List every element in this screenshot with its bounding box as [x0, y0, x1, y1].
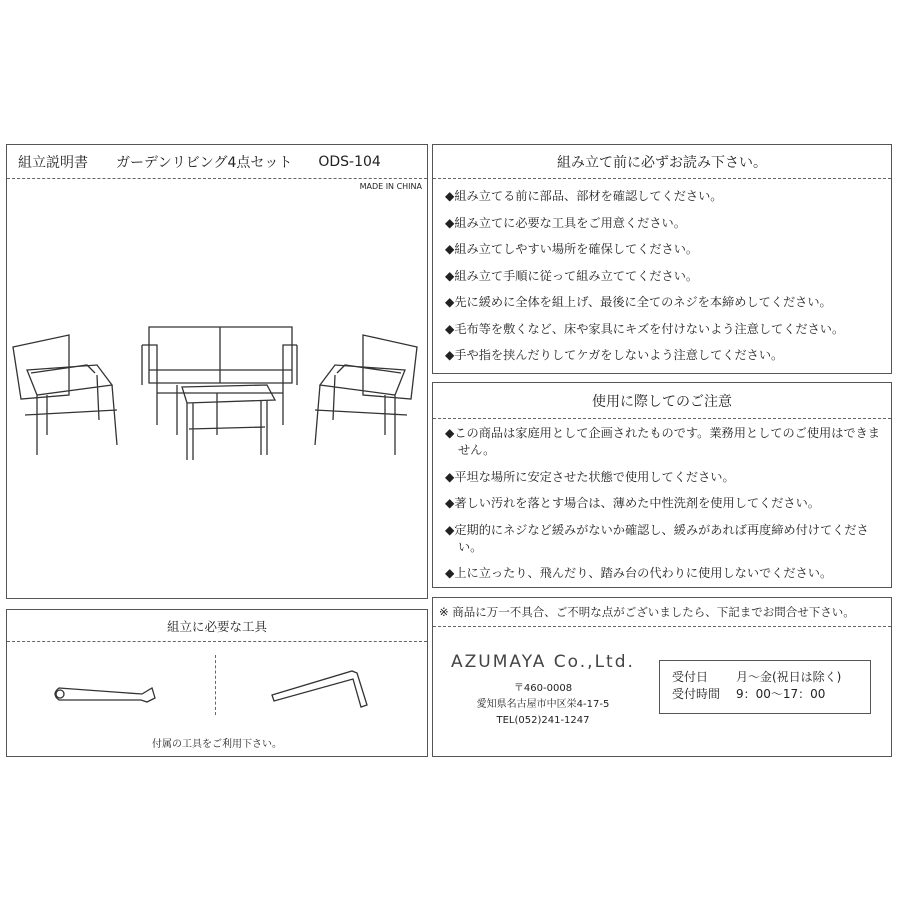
company-address — [433, 681, 653, 729]
hours-box — [659, 660, 871, 714]
hours-label: 受付時間 — [672, 687, 721, 701]
furniture-set-illustration — [7, 325, 427, 465]
tools-panel — [6, 609, 428, 757]
origin-label: MADE IN CHINA — [359, 182, 422, 191]
list-item: ◆先に緩めに全体を組上げ、最後に全てのネジを本締めしてください。 — [445, 295, 832, 309]
list-item: ◆上に立ったり、飛んだり、踏み台の代わりに使用しないでください。 — [445, 566, 833, 580]
hex-key-icon — [267, 665, 377, 715]
days-label: 受付日 — [672, 670, 709, 684]
postal-code: 〒460-0008 — [513, 683, 573, 694]
list-item: ◆著しい汚れを落とす場合は、薄めた中性洗剤を使用してください。 — [445, 496, 820, 510]
tools-divider — [215, 655, 216, 715]
list-item: ◆この商品は家庭用として企画されたものです。業務用としてのご使用はできません。 — [445, 426, 880, 457]
product-name: ガーデンリビング4点セット — [116, 154, 293, 171]
coffee-table — [182, 385, 275, 460]
contact-notice: ※ 商品に万一不具合、ご不明な点がございましたら、下記までお問合せ下さい。 — [433, 598, 891, 627]
product-header — [7, 145, 427, 179]
list-item: ◆組み立てしやすい場所を確保してください。 — [445, 242, 699, 256]
tools-title: 組立に必要な工具 — [7, 610, 427, 642]
phone: TEL(052)241-1247 — [496, 715, 590, 726]
list-item: ◆平坦な場所に安定させた状態で使用してください。 — [445, 469, 735, 484]
product-panel — [6, 144, 428, 599]
model-number: ODS-104 — [318, 153, 381, 170]
list-item: ◆組み立て手順に従って組み立ててください。 — [445, 268, 699, 283]
before-assembly-panel — [432, 144, 892, 374]
list-item: ◆組み立てる前に部品、部材を確認してください。 — [445, 189, 723, 203]
usage-title: 使用に際してのご注意 — [433, 383, 891, 419]
contact-panel — [432, 597, 892, 757]
hours-value: 9：00～17：00 — [736, 687, 826, 701]
usage-list — [445, 425, 883, 592]
list-item: ◆毛布等を敷くなど、床や家具にキズを付けないよう注意してください。 — [445, 321, 845, 336]
address: 愛知県名古屋市中区栄4-17-5 — [476, 699, 610, 710]
sofa — [142, 327, 297, 435]
tools-note: 付属の工具をご利用下さい。 — [152, 739, 282, 750]
before-assembly-list — [445, 188, 883, 374]
wrench-icon — [47, 680, 157, 710]
usage-panel — [432, 382, 892, 588]
days-value: 月～金(祝日は除く) — [736, 670, 842, 684]
company-name: AZUMAYA Co.,Ltd. — [451, 652, 635, 672]
list-item: ◆組み立てに必要な工具をご用意ください。 — [445, 215, 686, 230]
armchair-right — [315, 335, 417, 455]
armchair-left — [13, 335, 117, 455]
list-item: ◆手や指を挟んだりしてケガをしないよう注意してください。 — [445, 348, 784, 362]
doc-title: 組立説明書 — [18, 154, 88, 171]
before-assembly-title: 組み立て前に必ずお読み下さい。 — [433, 145, 891, 179]
list-item: ◆定期的にネジなど緩みがないか確認し、緩みがあれば再度締め付けてください。 — [445, 522, 869, 554]
